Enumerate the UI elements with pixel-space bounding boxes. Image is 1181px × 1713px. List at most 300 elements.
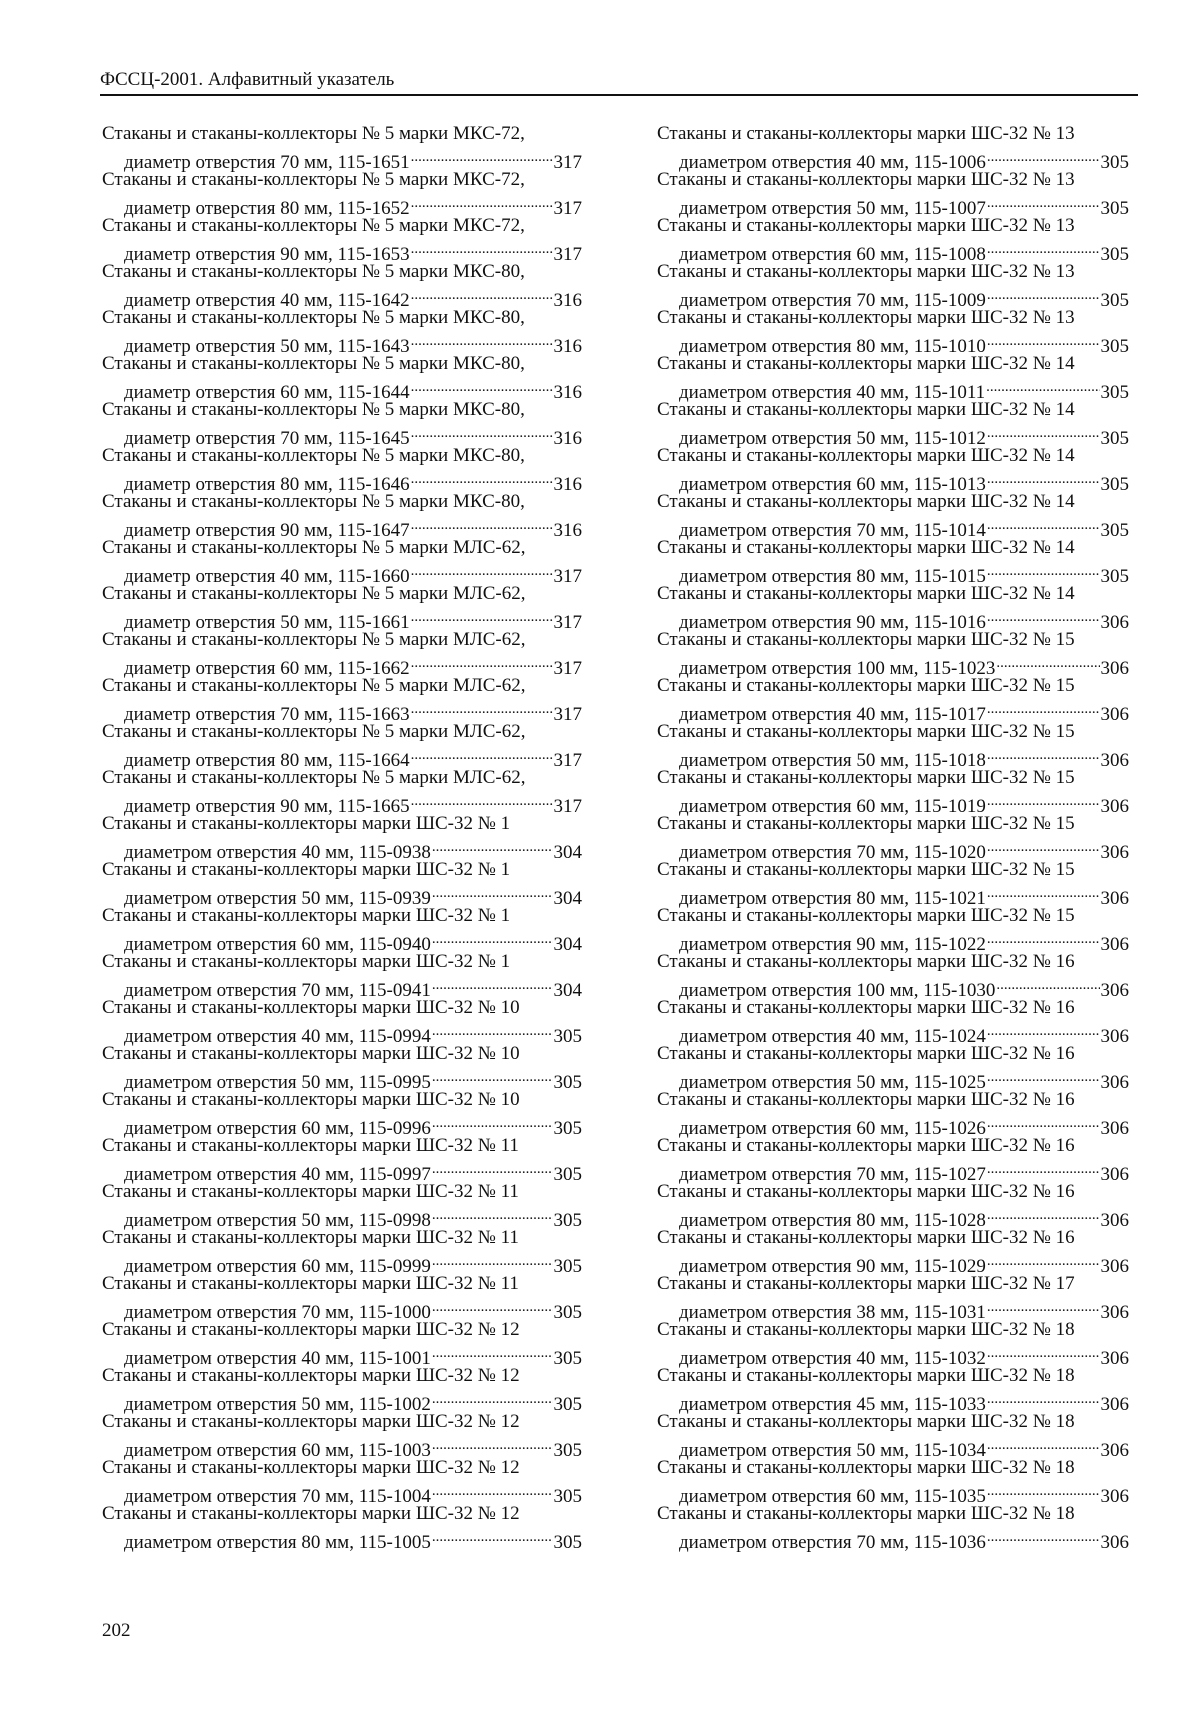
index-entry-title: Стаканы и стаканы-коллекторы № 5 марки МКС-80, xyxy=(102,353,525,374)
index-entry-detail-text: диаметром отверстия 60 мм, 115-1003 xyxy=(124,1440,431,1461)
page-title: ФССЦ-2001. Алфавитный указатель xyxy=(100,69,395,90)
index-entry-detail xyxy=(657,1479,1129,1507)
index-entry-detail-text: диаметром отверстия 40 мм, 115-1024 xyxy=(679,1026,986,1047)
index-entry-page: 306 xyxy=(1100,1348,1129,1369)
index-entry xyxy=(657,996,1129,1047)
index-entry-detail-text: диаметром отверстия 50 мм, 115-0998 xyxy=(124,1210,431,1231)
index-entry-detail-text: диаметром отверстия 80 мм, 115-1015 xyxy=(679,566,986,587)
index-entry xyxy=(102,1134,582,1185)
index-entry-title: Стаканы и стаканы-коллекторы марки ШС-32 № 14 xyxy=(657,583,1075,604)
index-entry-title: Стаканы и стаканы-коллекторы марки ШС-32 № 16 xyxy=(657,1181,1075,1202)
index-entry-detail xyxy=(102,651,582,679)
index-entry-detail-text: диаметром отверстия 60 мм, 115-0999 xyxy=(124,1256,431,1277)
index-entry-title: Стаканы и стаканы-коллекторы марки ШС-32 № 10 xyxy=(102,997,520,1018)
dot-leader xyxy=(987,559,1100,582)
dot-leader xyxy=(987,467,1100,490)
index-entry-detail-text: диаметром отверстия 70 мм, 115-1009 xyxy=(679,290,986,311)
index-entry-detail xyxy=(657,1341,1129,1369)
index-entry-title: Стаканы и стаканы-коллекторы марки ШС-32 № 12 xyxy=(102,1365,520,1386)
index-entry-title: Стаканы и стаканы-коллекторы № 5 марки МЛС-62, xyxy=(102,629,526,650)
index-entry-title: Стаканы и стаканы-коллекторы № 5 марки МЛС-62, xyxy=(102,767,526,788)
index-entry-detail xyxy=(657,1203,1129,1231)
index-entry-detail-text: диаметром отверстия 70 мм, 115-1014 xyxy=(679,520,986,541)
dot-leader xyxy=(432,835,553,858)
index-entry-page: 317 xyxy=(553,566,582,587)
index-entry-title: Стаканы и стаканы-коллекторы марки ШС-32 № 15 xyxy=(657,813,1075,834)
index-entry xyxy=(102,766,582,817)
index-entry-title: Стаканы и стаканы-коллекторы марки ШС-32 № 11 xyxy=(102,1227,519,1248)
index-column-left xyxy=(102,122,582,1553)
dot-leader xyxy=(411,421,553,444)
index-entry xyxy=(102,1502,582,1553)
index-entry-page: 317 xyxy=(553,796,582,817)
index-entry-detail-text: диаметр отверстия 90 мм, 115-1665 xyxy=(124,796,410,817)
index-entry-detail-text: диаметром отверстия 40 мм, 115-1001 xyxy=(124,1348,431,1369)
index-entry xyxy=(102,628,582,679)
index-entry-page: 317 xyxy=(553,198,582,219)
index-entry-page: 316 xyxy=(553,382,582,403)
index-entry-title: Стаканы и стаканы-коллекторы марки ШС-32 № 15 xyxy=(657,675,1075,696)
index-entry-page: 305 xyxy=(1100,198,1129,219)
index-entry-detail-text: диаметром отверстия 50 мм, 115-1018 xyxy=(679,750,986,771)
index-entry-detail xyxy=(102,605,582,633)
index-entry-title: Стаканы и стаканы-коллекторы марки ШС-32 № 11 xyxy=(102,1273,519,1294)
index-entry-page: 306 xyxy=(1100,704,1129,725)
index-entry-detail xyxy=(657,1111,1129,1139)
index-entry-detail xyxy=(102,927,582,955)
index-entry-detail-text: диаметром отверстия 80 мм, 115-1028 xyxy=(679,1210,986,1231)
index-entry-page: 305 xyxy=(1100,336,1129,357)
index-entry-page: 305 xyxy=(1100,474,1129,495)
index-entry-title: Стаканы и стаканы-коллекторы марки ШС-32 № 12 xyxy=(102,1411,520,1432)
dot-leader xyxy=(432,1433,553,1456)
index-entry xyxy=(657,1272,1129,1323)
index-entry-title: Стаканы и стаканы-коллекторы марки ШС-32 № 1 xyxy=(102,905,511,926)
index-entry-detail xyxy=(102,1249,582,1277)
index-entry xyxy=(102,444,582,495)
index-entry-detail-text: диаметром отверстия 80 мм, 115-1021 xyxy=(679,888,986,909)
index-entry-detail-text: диаметром отверстия 50 мм, 115-0939 xyxy=(124,888,431,909)
index-entry-detail-text: диаметром отверстия 90 мм, 115-1016 xyxy=(679,612,986,633)
index-entry-detail xyxy=(657,559,1129,587)
index-entry-detail-text: диаметром отверстия 50 мм, 115-1002 xyxy=(124,1394,431,1415)
index-entry-page: 306 xyxy=(1100,1072,1129,1093)
index-entry xyxy=(102,1042,582,1093)
index-entry-title: Стаканы и стаканы-коллекторы марки ШС-32 № 12 xyxy=(102,1503,520,1524)
index-entry-detail-text: диаметром отверстия 90 мм, 115-1022 xyxy=(679,934,986,955)
index-entry-title: Стаканы и стаканы-коллекторы марки ШС-32 № 12 xyxy=(102,1319,520,1340)
index-entry-title: Стаканы и стаканы-коллекторы № 5 марки МКС-72, xyxy=(102,123,525,144)
index-entry-detail-text: диаметром отверстия 40 мм, 115-1017 xyxy=(679,704,986,725)
index-entry-title: Стаканы и стаканы-коллекторы № 5 марки МЛС-62, xyxy=(102,675,526,696)
index-entry xyxy=(102,168,582,219)
index-entry-page: 317 xyxy=(553,612,582,633)
index-entry-title: Стаканы и стаканы-коллекторы марки ШС-32 № 10 xyxy=(102,1089,520,1110)
index-entry xyxy=(657,306,1129,357)
index-entry-page: 317 xyxy=(553,750,582,771)
index-entry-title: Стаканы и стаканы-коллекторы марки ШС-32 № 18 xyxy=(657,1457,1075,1478)
index-entry-page: 306 xyxy=(1100,1302,1129,1323)
index-entry-detail xyxy=(102,973,582,1001)
dot-leader xyxy=(432,1295,553,1318)
index-entry-title: Стаканы и стаканы-коллекторы марки ШС-32 № 18 xyxy=(657,1365,1075,1386)
index-entry-detail xyxy=(102,1157,582,1185)
index-entry-page: 305 xyxy=(1100,244,1129,265)
index-entry xyxy=(657,1502,1129,1553)
dot-leader xyxy=(411,651,553,674)
index-entry-detail-text: диаметром отверстия 45 мм, 115-1033 xyxy=(679,1394,986,1415)
index-entry-title: Стаканы и стаканы-коллекторы марки ШС-32 № 13 xyxy=(657,123,1075,144)
dot-leader xyxy=(987,421,1100,444)
index-entry-page: 305 xyxy=(553,1210,582,1231)
index-entry-page: 306 xyxy=(1100,1256,1129,1277)
index-entry xyxy=(102,490,582,541)
index-entry-detail xyxy=(102,697,582,725)
index-entry-detail xyxy=(657,881,1129,909)
dot-leader xyxy=(432,927,553,950)
index-entry-detail xyxy=(102,1065,582,1093)
index-entry-detail xyxy=(102,329,582,357)
index-entry-title: Стаканы и стаканы-коллекторы марки ШС-32 № 16 xyxy=(657,1089,1075,1110)
index-entry-page: 305 xyxy=(553,1440,582,1461)
index-entry-detail-text: диаметром отверстия 40 мм, 115-1011 xyxy=(679,382,986,403)
dot-leader xyxy=(432,1065,553,1088)
index-entry-detail-text: диаметр отверстия 60 мм, 115-1662 xyxy=(124,658,410,679)
index-entry xyxy=(657,260,1129,311)
index-entry xyxy=(657,628,1129,679)
dot-leader xyxy=(996,973,1099,996)
index-entry-detail xyxy=(102,237,582,265)
index-entry-page: 306 xyxy=(1100,1440,1129,1461)
index-entry-detail-text: диаметр отверстия 80 мм, 115-1646 xyxy=(124,474,410,495)
index-entry-detail xyxy=(657,237,1129,265)
index-entry-title: Стаканы и стаканы-коллекторы марки ШС-32 № 18 xyxy=(657,1319,1075,1340)
index-entry xyxy=(657,674,1129,725)
index-entry xyxy=(657,582,1129,633)
index-entry xyxy=(102,720,582,771)
index-entry-page: 304 xyxy=(553,934,582,955)
index-entry-detail xyxy=(657,329,1129,357)
dot-leader xyxy=(987,1019,1100,1042)
index-entry-title: Стаканы и стаканы-коллекторы марки ШС-32 № 14 xyxy=(657,399,1075,420)
index-entry-detail-text: диаметром отверстия 90 мм, 115-1029 xyxy=(679,1256,986,1277)
dot-leader xyxy=(987,237,1100,260)
index-entry-page: 305 xyxy=(553,1532,582,1553)
index-entry-detail xyxy=(102,789,582,817)
index-entry-page: 304 xyxy=(553,842,582,863)
dot-leader xyxy=(987,881,1100,904)
index-entry-detail xyxy=(102,283,582,311)
index-entry-title: Стаканы и стаканы-коллекторы марки ШС-32 № 14 xyxy=(657,491,1075,512)
index-entry-title: Стаканы и стаканы-коллекторы марки ШС-32 № 11 xyxy=(102,1181,519,1202)
index-entry-detail xyxy=(657,421,1129,449)
dot-leader xyxy=(987,1433,1100,1456)
index-entry xyxy=(657,536,1129,587)
index-entry-detail xyxy=(657,1157,1129,1185)
index-entry-title: Стаканы и стаканы-коллекторы марки ШС-32 № 13 xyxy=(657,169,1075,190)
index-entry-title: Стаканы и стаканы-коллекторы № 5 марки МКС-72, xyxy=(102,215,525,236)
index-entry xyxy=(102,904,582,955)
dot-leader xyxy=(432,973,553,996)
index-entry-page: 317 xyxy=(553,658,582,679)
dot-leader xyxy=(987,927,1100,950)
dot-leader xyxy=(411,697,553,720)
index-entry-detail-text: диаметром отверстия 70 мм, 115-0941 xyxy=(124,980,431,1001)
index-entry-detail xyxy=(102,1525,582,1553)
index-entry-page: 305 xyxy=(553,1486,582,1507)
index-entry-detail-text: диаметром отверстия 70 мм, 115-1036 xyxy=(679,1532,986,1553)
index-entry-page: 306 xyxy=(1100,888,1129,909)
index-entry-detail-text: диаметром отверстия 40 мм, 115-0994 xyxy=(124,1026,431,1047)
index-entry xyxy=(657,858,1129,909)
index-entry-title: Стаканы и стаканы-коллекторы марки ШС-32 № 1 xyxy=(102,813,511,834)
index-entry-detail-text: диаметром отверстия 80 мм, 115-1010 xyxy=(679,336,986,357)
index-entry-page: 306 xyxy=(1100,612,1129,633)
index-entry-detail-text: диаметр отверстия 70 мм, 115-1645 xyxy=(124,428,410,449)
index-entry-detail-text: диаметром отверстия 60 мм, 115-1026 xyxy=(679,1118,986,1139)
dot-leader xyxy=(987,329,1100,352)
index-entry-detail-text: диаметром отверстия 70 мм, 115-1020 xyxy=(679,842,986,863)
index-entry-title: Стаканы и стаканы-коллекторы № 5 марки МКС-80, xyxy=(102,445,525,466)
index-entry-page: 317 xyxy=(553,704,582,725)
index-entry-detail xyxy=(102,421,582,449)
index-entry-detail xyxy=(102,1295,582,1323)
index-entry-detail xyxy=(657,1433,1129,1461)
index-entry-detail-text: диаметр отверстия 40 мм, 115-1660 xyxy=(124,566,410,587)
index-entry-detail-text: диаметром отверстия 60 мм, 115-1035 xyxy=(679,1486,986,1507)
index-entry xyxy=(102,858,582,909)
dot-leader xyxy=(987,835,1100,858)
index-entry-page: 316 xyxy=(553,520,582,541)
index-entry-title: Стаканы и стаканы-коллекторы марки ШС-32 № 18 xyxy=(657,1411,1075,1432)
index-entry-page: 317 xyxy=(553,244,582,265)
index-entry-page: 304 xyxy=(553,980,582,1001)
index-entry-title: Стаканы и стаканы-коллекторы марки ШС-32 № 13 xyxy=(657,215,1075,236)
index-entry-detail xyxy=(657,927,1129,955)
index-entry-detail-text: диаметром отверстия 70 мм, 115-1004 xyxy=(124,1486,431,1507)
index-entry-detail-text: диаметром отверстия 60 мм, 115-1008 xyxy=(679,244,986,265)
index-entry-page: 306 xyxy=(1100,1026,1129,1047)
index-entry-page: 306 xyxy=(1100,1532,1129,1553)
page-number: 202 xyxy=(102,1620,131,1641)
index-entry-page: 306 xyxy=(1100,1210,1129,1231)
index-entry xyxy=(102,1410,582,1461)
index-entry-title: Стаканы и стаканы-коллекторы марки ШС-32 № 13 xyxy=(657,261,1075,282)
index-entry-detail-text: диаметром отверстия 60 мм, 115-0940 xyxy=(124,934,431,955)
index-entry-title: Стаканы и стаканы-коллекторы марки ШС-32 № 10 xyxy=(102,1043,520,1064)
index-entry xyxy=(102,950,582,1001)
index-entry-page: 305 xyxy=(1100,428,1129,449)
index-entry-title: Стаканы и стаканы-коллекторы № 5 марки МКС-80, xyxy=(102,307,525,328)
dot-leader xyxy=(411,789,553,812)
index-entry-title: Стаканы и стаканы-коллекторы № 5 марки МКС-80, xyxy=(102,261,525,282)
index-entry-page: 305 xyxy=(553,1118,582,1139)
index-entry-title: Стаканы и стаканы-коллекторы № 5 марки МЛС-62, xyxy=(102,721,526,742)
dot-leader xyxy=(432,1019,553,1042)
index-entry-detail-text: диаметром отверстия 40 мм, 115-1006 xyxy=(679,152,986,173)
dot-leader xyxy=(987,513,1100,536)
dot-leader xyxy=(987,191,1100,214)
index-entry-detail-text: диаметром отверстия 70 мм, 115-1027 xyxy=(679,1164,986,1185)
index-entry-title: Стаканы и стаканы-коллекторы № 5 марки МКС-80, xyxy=(102,491,525,512)
dot-leader xyxy=(987,789,1100,812)
index-entry xyxy=(657,444,1129,495)
index-entry-page: 304 xyxy=(553,888,582,909)
index-entry-page: 306 xyxy=(1100,796,1129,817)
index-entry-title: Стаканы и стаканы-коллекторы марки ШС-32 № 1 xyxy=(102,951,511,972)
index-entry-title: Стаканы и стаканы-коллекторы марки ШС-32 № 15 xyxy=(657,629,1075,650)
index-entry xyxy=(102,398,582,449)
index-entry-page: 305 xyxy=(553,1072,582,1093)
index-entry-detail xyxy=(657,789,1129,817)
index-column-right xyxy=(657,122,1129,1553)
index-entry-detail xyxy=(102,467,582,495)
index-entry-detail-text: диаметр отверстия 40 мм, 115-1642 xyxy=(124,290,410,311)
index-entry-detail xyxy=(102,191,582,219)
dot-leader xyxy=(987,1295,1100,1318)
index-entry-page: 306 xyxy=(1100,750,1129,771)
index-entry-detail-text: диаметром отверстия 38 мм, 115-1031 xyxy=(679,1302,986,1323)
index-entry-detail-text: диаметром отверстия 60 мм, 115-0996 xyxy=(124,1118,431,1139)
index-entry-detail xyxy=(657,1387,1129,1415)
index-entry-detail-text: диаметром отверстия 40 мм, 115-1032 xyxy=(679,1348,986,1369)
index-entry xyxy=(102,674,582,725)
index-entry-title: Стаканы и стаканы-коллекторы марки ШС-32 № 17 xyxy=(657,1273,1075,1294)
index-entry-title: Стаканы и стаканы-коллекторы марки ШС-32 № 16 xyxy=(657,1135,1075,1156)
index-entry xyxy=(102,582,582,633)
index-entry-title: Стаканы и стаканы-коллекторы № 5 марки МКС-80, xyxy=(102,399,525,420)
dot-leader xyxy=(432,1525,553,1548)
dot-leader xyxy=(411,283,553,306)
index-entry xyxy=(102,812,582,863)
index-entry-detail xyxy=(102,881,582,909)
dot-leader xyxy=(432,881,553,904)
dot-leader xyxy=(987,1525,1100,1548)
index-entry-detail-text: диаметр отверстия 90 мм, 115-1647 xyxy=(124,520,410,541)
index-entry-page: 305 xyxy=(1100,290,1129,311)
index-entry-detail xyxy=(102,835,582,863)
dot-leader xyxy=(432,1157,553,1180)
index-entry-title: Стаканы и стаканы-коллекторы марки ШС-32 № 15 xyxy=(657,859,1075,880)
index-entry-detail-text: диаметр отверстия 70 мм, 115-1651 xyxy=(124,152,410,173)
index-entry-title: Стаканы и стаканы-коллекторы марки ШС-32 № 14 xyxy=(657,353,1075,374)
index-entry-detail-text: диаметром отверстия 60 мм, 115-1019 xyxy=(679,796,986,817)
index-entry-detail xyxy=(657,1295,1129,1323)
index-entry-detail-text: диаметром отверстия 40 мм, 115-0997 xyxy=(124,1164,431,1185)
dot-leader xyxy=(411,559,553,582)
dot-leader xyxy=(411,191,553,214)
index-entry-page: 316 xyxy=(553,474,582,495)
dot-leader xyxy=(987,145,1100,168)
index-entry-page: 306 xyxy=(1100,842,1129,863)
index-entry xyxy=(102,1318,582,1369)
index-entry-page: 305 xyxy=(553,1256,582,1277)
index-entry-detail-text: диаметр отверстия 50 мм, 115-1661 xyxy=(124,612,410,633)
index-entry-detail-text: диаметром отверстия 50 мм, 115-1025 xyxy=(679,1072,986,1093)
index-entry-detail-text: диаметр отверстия 70 мм, 115-1663 xyxy=(124,704,410,725)
index-entry-page: 305 xyxy=(1100,520,1129,541)
index-entry xyxy=(657,352,1129,403)
index-entry xyxy=(102,306,582,357)
dot-leader xyxy=(411,743,553,766)
index-entry xyxy=(102,122,582,173)
dot-leader xyxy=(411,329,553,352)
page-header xyxy=(100,68,1138,96)
index-entry-detail xyxy=(657,145,1129,173)
index-entry-detail xyxy=(657,697,1129,725)
dot-leader xyxy=(411,237,553,260)
index-entry-page: 316 xyxy=(553,428,582,449)
index-entry xyxy=(657,1088,1129,1139)
index-entry-detail xyxy=(657,467,1129,495)
dot-leader xyxy=(987,1111,1100,1134)
dot-leader xyxy=(432,1203,553,1226)
index-entry-detail xyxy=(102,375,582,403)
index-entry-detail xyxy=(657,1525,1129,1553)
index-entry-page: 306 xyxy=(1100,1164,1129,1185)
index-entry xyxy=(102,536,582,587)
index-entry xyxy=(657,398,1129,449)
index-entry xyxy=(102,1272,582,1323)
index-entry-detail xyxy=(657,605,1129,633)
index-entry-title: Стаканы и стаканы-коллекторы марки ШС-32 № 16 xyxy=(657,1043,1075,1064)
index-entry xyxy=(657,812,1129,863)
index-entry-page: 306 xyxy=(1100,658,1129,679)
index-entry-page: 305 xyxy=(1100,382,1129,403)
index-entry-detail xyxy=(657,973,1129,1001)
index-entry-detail xyxy=(657,191,1129,219)
dot-leader xyxy=(987,605,1100,628)
index-entry xyxy=(102,214,582,265)
index-entry-page: 306 xyxy=(1100,934,1129,955)
index-entry-detail-text: диаметр отверстия 80 мм, 115-1664 xyxy=(124,750,410,771)
index-entry-detail-text: диаметр отверстия 80 мм, 115-1652 xyxy=(124,198,410,219)
index-entry xyxy=(657,1318,1129,1369)
index-entry-detail xyxy=(657,743,1129,771)
index-entry-title: Стаканы и стаканы-коллекторы марки ШС-32 № 15 xyxy=(657,767,1075,788)
dot-leader xyxy=(411,145,553,168)
dot-leader xyxy=(987,743,1100,766)
index-entry-detail xyxy=(102,513,582,541)
index-entry-page: 305 xyxy=(553,1164,582,1185)
dot-leader xyxy=(987,1249,1100,1272)
dot-leader xyxy=(987,1341,1100,1364)
index-entry-detail-text: диаметром отверстия 70 мм, 115-1000 xyxy=(124,1302,431,1323)
index-entry-title: Стаканы и стаканы-коллекторы № 5 марки МЛС-62, xyxy=(102,583,526,604)
index-entry-detail xyxy=(102,145,582,173)
index-entry-title: Стаканы и стаканы-коллекторы марки ШС-32 № 16 xyxy=(657,1227,1075,1248)
dot-leader xyxy=(987,1203,1100,1226)
index-entry-detail xyxy=(657,375,1129,403)
index-entry xyxy=(102,260,582,311)
index-entry-detail xyxy=(102,1203,582,1231)
index-entry xyxy=(657,1134,1129,1185)
index-entry-detail-text: диаметром отверстия 50 мм, 115-0995 xyxy=(124,1072,431,1093)
index-entry-detail-text: диаметром отверстия 60 мм, 115-1013 xyxy=(679,474,986,495)
index-entry-page: 317 xyxy=(553,152,582,173)
index-entry-title: Стаканы и стаканы-коллекторы марки ШС-32 № 15 xyxy=(657,721,1075,742)
dot-leader xyxy=(996,651,1099,674)
dot-leader xyxy=(432,1249,553,1272)
index-entry xyxy=(102,1180,582,1231)
index-entry xyxy=(657,1410,1129,1461)
dot-leader xyxy=(411,513,553,536)
index-entry-page: 305 xyxy=(553,1348,582,1369)
dot-leader xyxy=(432,1479,553,1502)
index-entry-page: 305 xyxy=(553,1394,582,1415)
index-entry-detail xyxy=(657,651,1129,679)
index-entry xyxy=(657,1226,1129,1277)
